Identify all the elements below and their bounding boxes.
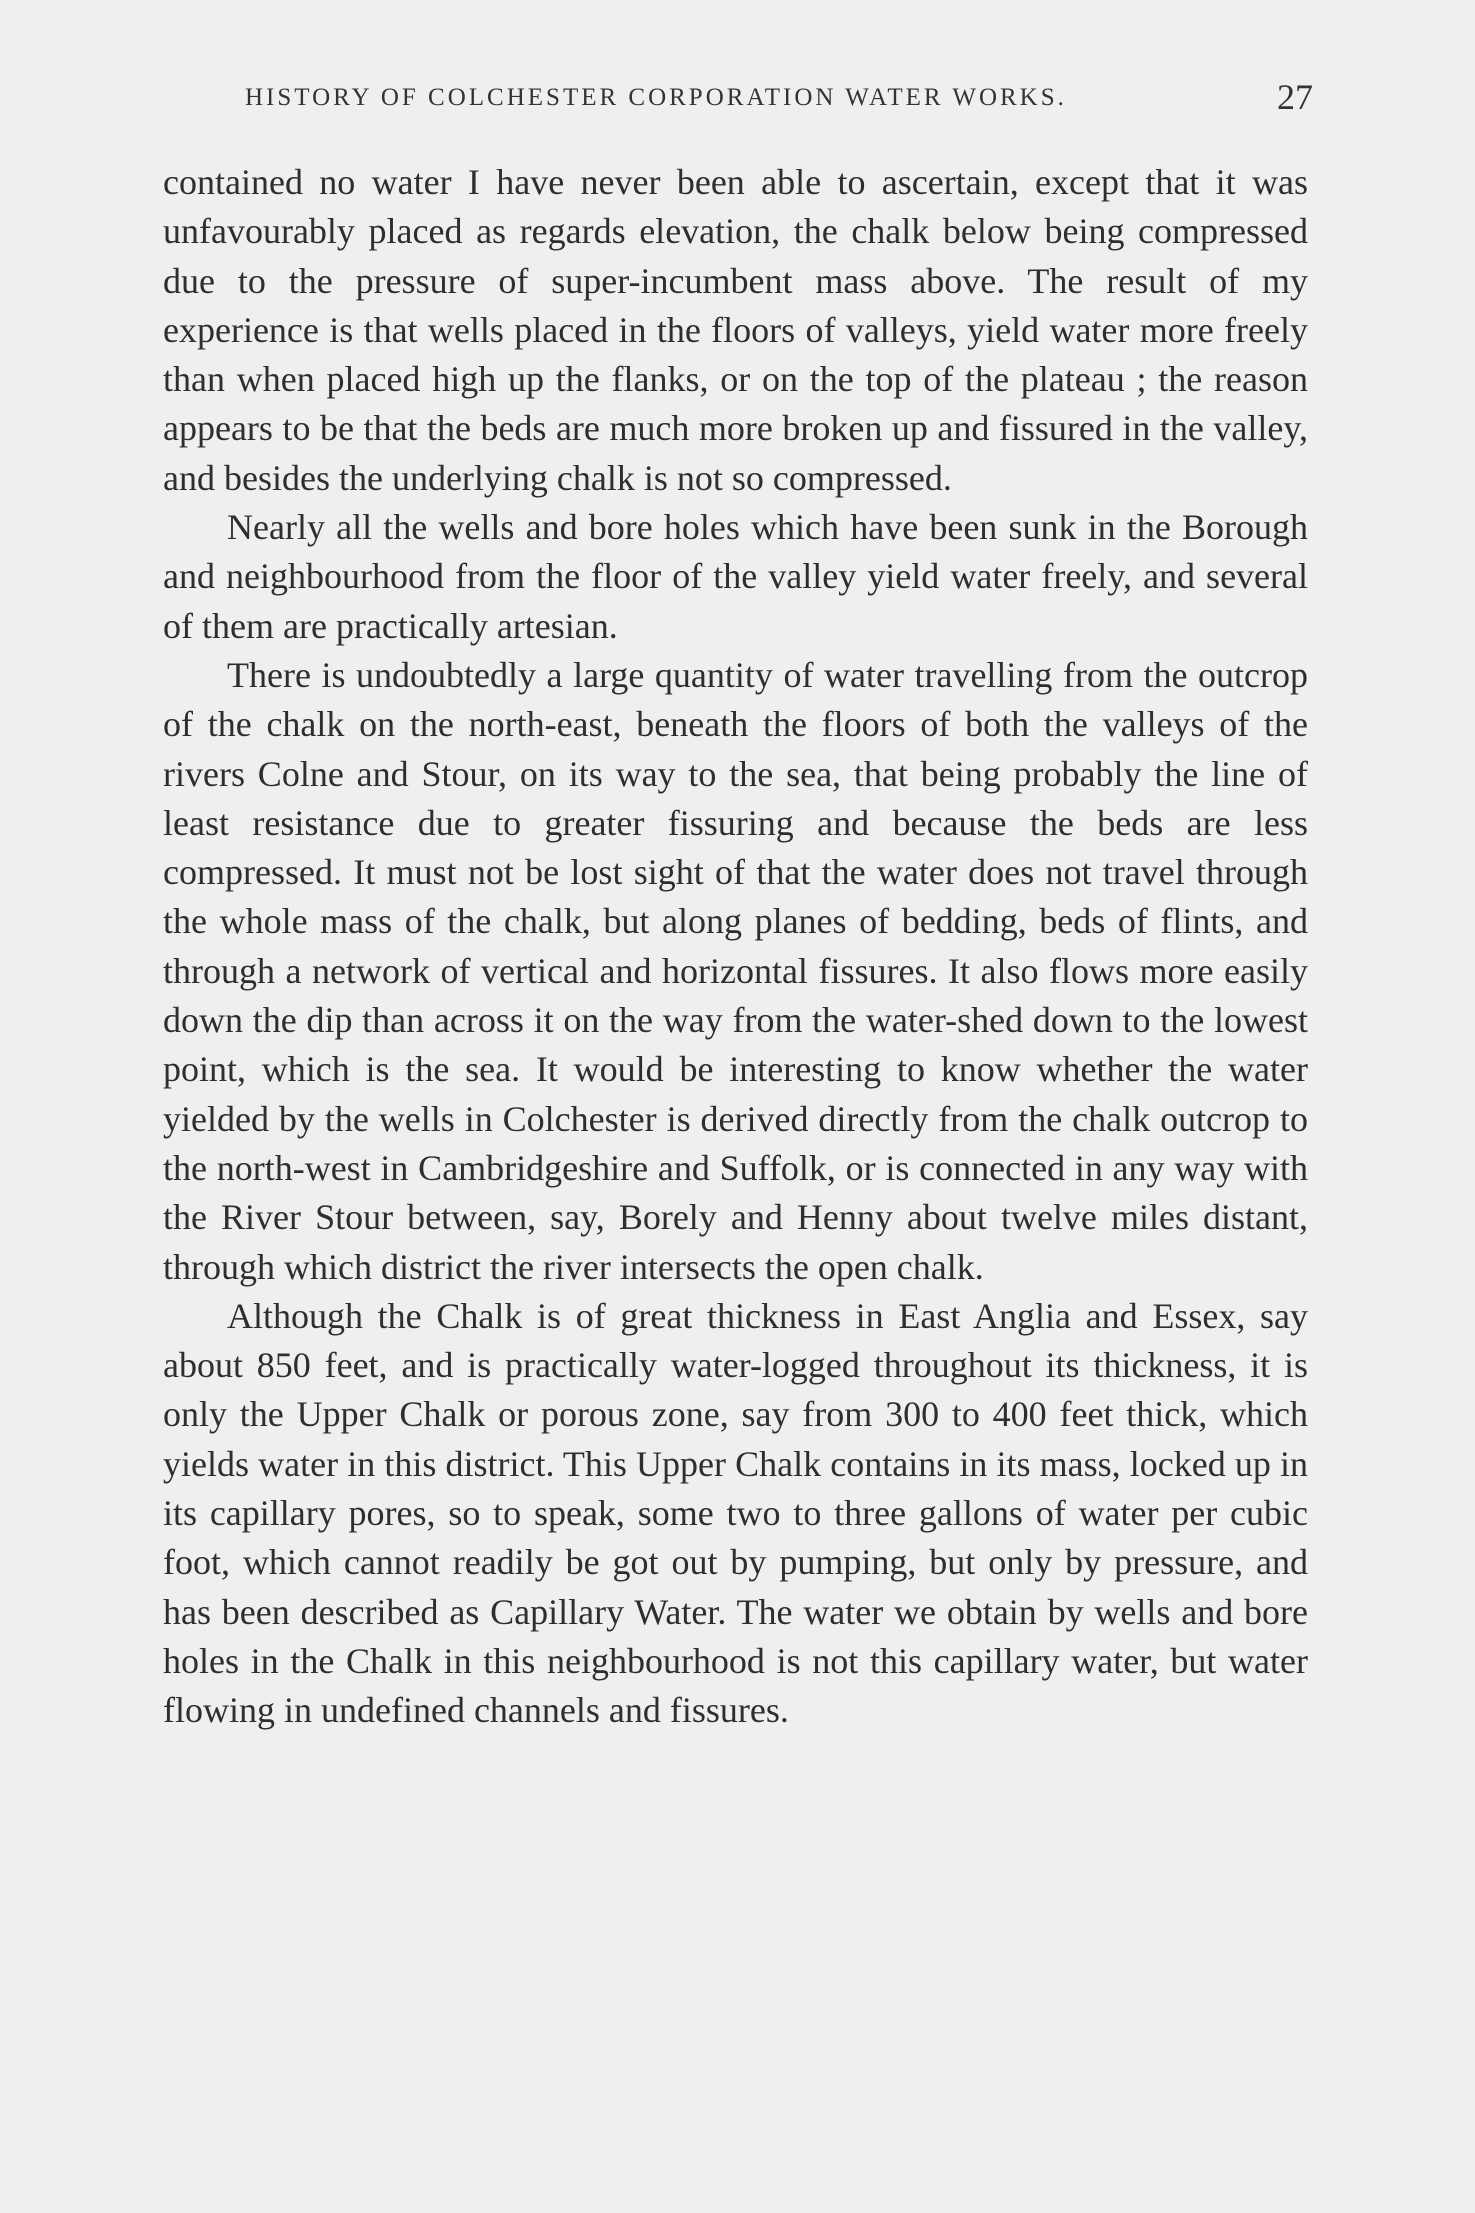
page-number: 27 — [1277, 77, 1313, 117]
paragraph-2: Nearly all the wells and bore holes which have been sunk in the Borough and neighbourhood from the floor of the valley yield water freely, and several of them are practically artesian. — [163, 507, 1308, 646]
paragraph-3: There is undoubtedly a large quantity of water travelling from the outcrop of the chalk on the north-east, beneath the floors of both the valleys of the rivers Colne and Stour, on its way to the sea, that being probably the line of least resistance due to greater fissuring and because the beds are less compressed. It must not be lost sight of that the water does not travel through the whole mass of the chalk, but along planes of bedding, beds of flints, and through a network of vertical and horizontal fissures. It also flows more easily down the dip than across it on the way from the water-shed down to the lowest point, which is the sea. It would be interesting to know whether the water yielded by the wells in Colchester is derived directly from the chalk outcrop to the north-west in Cambridgeshire and Suffolk, or is connected in any way with the River Stour between, say, Borely and Henny about twelve miles distant, through which district the river intersects the open chalk. — [163, 654, 1308, 1287]
paragraph-4: Although the Chalk is of great thickness in East Anglia and Essex, say about 850 feet, and is practically water-logged throughout its thickness, it is only the Upper Chalk or porous zone, say from 300 to 400 feet thick, which yields water in this district. This Upper Chalk contains in its mass, locked up in its capillary pores, so to speak, some two to three gallons of water per cubic foot, which cannot readily be got out by pumping, but only by pressure, and has been described as Capillary Water. The water we obtain by wells and bore holes in the Chalk in this neighbourhood is not this capillary water, but water flowing in undefined channels and fissures. — [163, 1295, 1308, 1731]
running-header — [245, 76, 1313, 120]
body-text — [163, 158, 1308, 1736]
running-title: HISTORY OF COLCHESTER CORPORATION WATER WORKS. — [245, 84, 1067, 111]
paragraph-1: contained no water I have never been able to ascertain, except that it was unfavourably placed as regards elevation, the chalk below being compressed due to the pressure of super-incumbent mass above. The result of my experience is that wells placed in the floors of valleys, yield water more freely than when placed high up the flanks, or on the top of the plateau ; the reason appears to be that the beds are much more broken up and fissured in the valley, and besides the underlying chalk is not so compressed. — [163, 162, 1308, 498]
